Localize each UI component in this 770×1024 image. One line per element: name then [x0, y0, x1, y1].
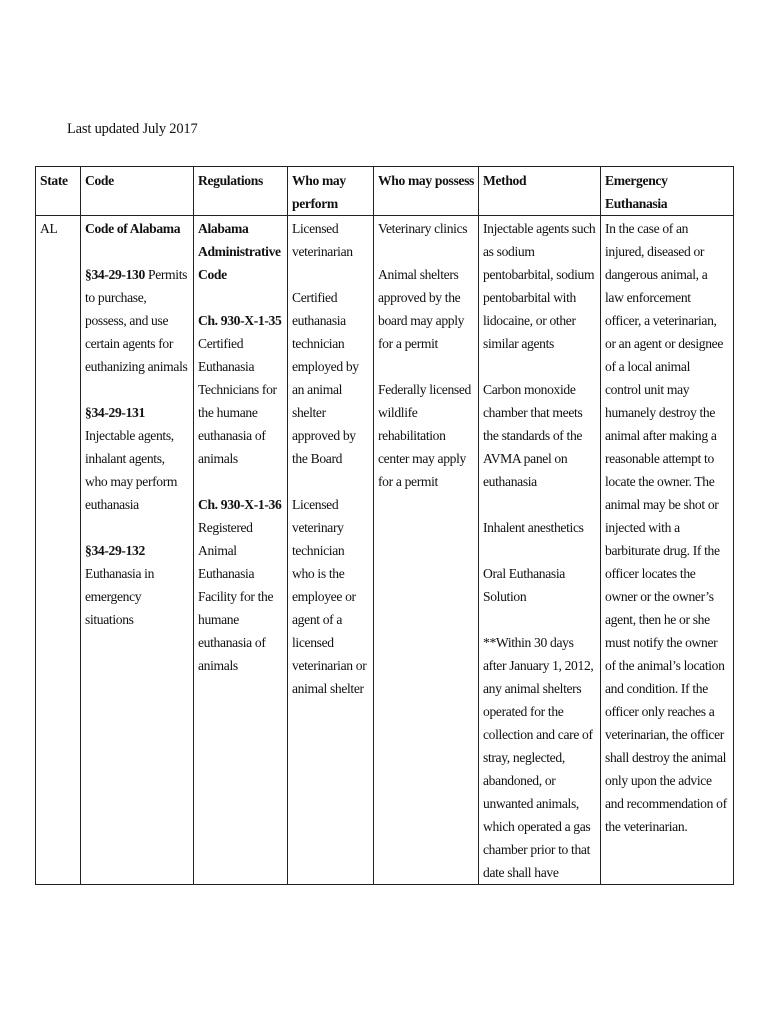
method-injectable: Injectable agents such as sodium pentobarbital, sodium pentobarbital with lidocaine, or other similar agents	[483, 221, 596, 351]
regulation-1-text: Certified Euthanasia Technicians for the humane euthanasia of animals	[198, 336, 277, 466]
performer-licensed-vet-tech: Licensed veterinary technician who is the employee or agent of a licensed veterinarian or animal shelter	[292, 497, 367, 696]
method-oral: Oral Euthanasia Solution	[483, 566, 565, 604]
code-section-130: §34-29-130 Permits to purchase, possess, and use certain agents for euthanizing animals	[85, 267, 188, 374]
cell-regulations	[194, 216, 288, 885]
last-updated-note: Last updated July 2017	[67, 121, 198, 137]
emergency-text: In the case of an injured, diseased or dangerous animal, a law enforcement officer, a veterinarian, or an agent or designee of a local animal control unit may humanely destroy the animal after making a reasonable attempt to locate the owner. The animal may be shot or injected with a barbiturate drug. If the officer locates the owner or the owner’s agent, then he or she must notify the owner of the animal’s location and condition. If the officer only reaches a veterinarian, the officer shall destroy the animal only upon the advice and recommendation of the veterinarian.	[605, 221, 727, 834]
possessor-animal-shelters: Animal shelters approved by the board may apply for a permit	[378, 267, 465, 351]
performer-certified-technician: Certified euthanasia technician employed by an animal shelter approved by the Board	[292, 290, 359, 466]
cell-emergency-euthanasia	[601, 216, 734, 885]
header-regulations: Regulations	[194, 167, 288, 216]
regulation-2-number: Ch. 930-X-1-36	[198, 497, 282, 512]
cell-code	[81, 216, 194, 885]
code-section-132-text: Euthanasia in emergency situations	[85, 566, 155, 627]
header-method: Method	[479, 167, 601, 216]
possessor-wildlife-center: Federally licensed wildlife rehabilitation center may apply for a permit	[378, 382, 471, 489]
table-row	[36, 216, 734, 885]
header-code: Code	[81, 167, 194, 216]
cell-who-may-possess	[374, 216, 479, 885]
regulations-title: Alabama Administrative Code	[198, 221, 281, 282]
regulation-1-number: Ch. 930-X-1-35	[198, 313, 282, 328]
method-inhalent: Inhalent anesthetics	[483, 520, 584, 535]
code-section-132-number: §34-29-132	[85, 543, 145, 558]
table-header-row	[36, 167, 734, 216]
cell-who-may-perform	[288, 216, 374, 885]
header-emergency-euthanasia: Emergency Euthanasia	[601, 167, 734, 216]
euthanasia-law-table	[35, 166, 734, 885]
possessor-vet-clinics: Veterinary clinics	[378, 221, 468, 236]
method-gas-chamber-note: **Within 30 days after January 1, 2012, any animal shelters operated for the collection and care of stray, neglected, abandoned, or unwanted animals, which operated a gas chamber prior to that date shall have	[483, 635, 594, 880]
cell-state: AL	[36, 216, 81, 885]
header-who-may-possess: Who may possess	[374, 167, 479, 216]
method-carbon-monoxide: Carbon monoxide chamber that meets the standards of the AVMA panel on euthanasia	[483, 382, 583, 489]
regulation-2-text: Registered Animal Euthanasia Facility for the humane euthanasia of animals	[198, 520, 274, 673]
performer-veterinarian: Licensed veterinarian	[292, 221, 353, 259]
code-section-131-text: Injectable agents, inhalant agents, who may perform euthanasia	[85, 428, 178, 512]
code-section-131-number: §34-29-131	[85, 405, 145, 420]
cell-method	[479, 216, 601, 885]
code-title: Code of Alabama	[85, 221, 181, 236]
header-who-may-perform: Who may perform	[288, 167, 374, 216]
header-state: State	[36, 167, 81, 216]
